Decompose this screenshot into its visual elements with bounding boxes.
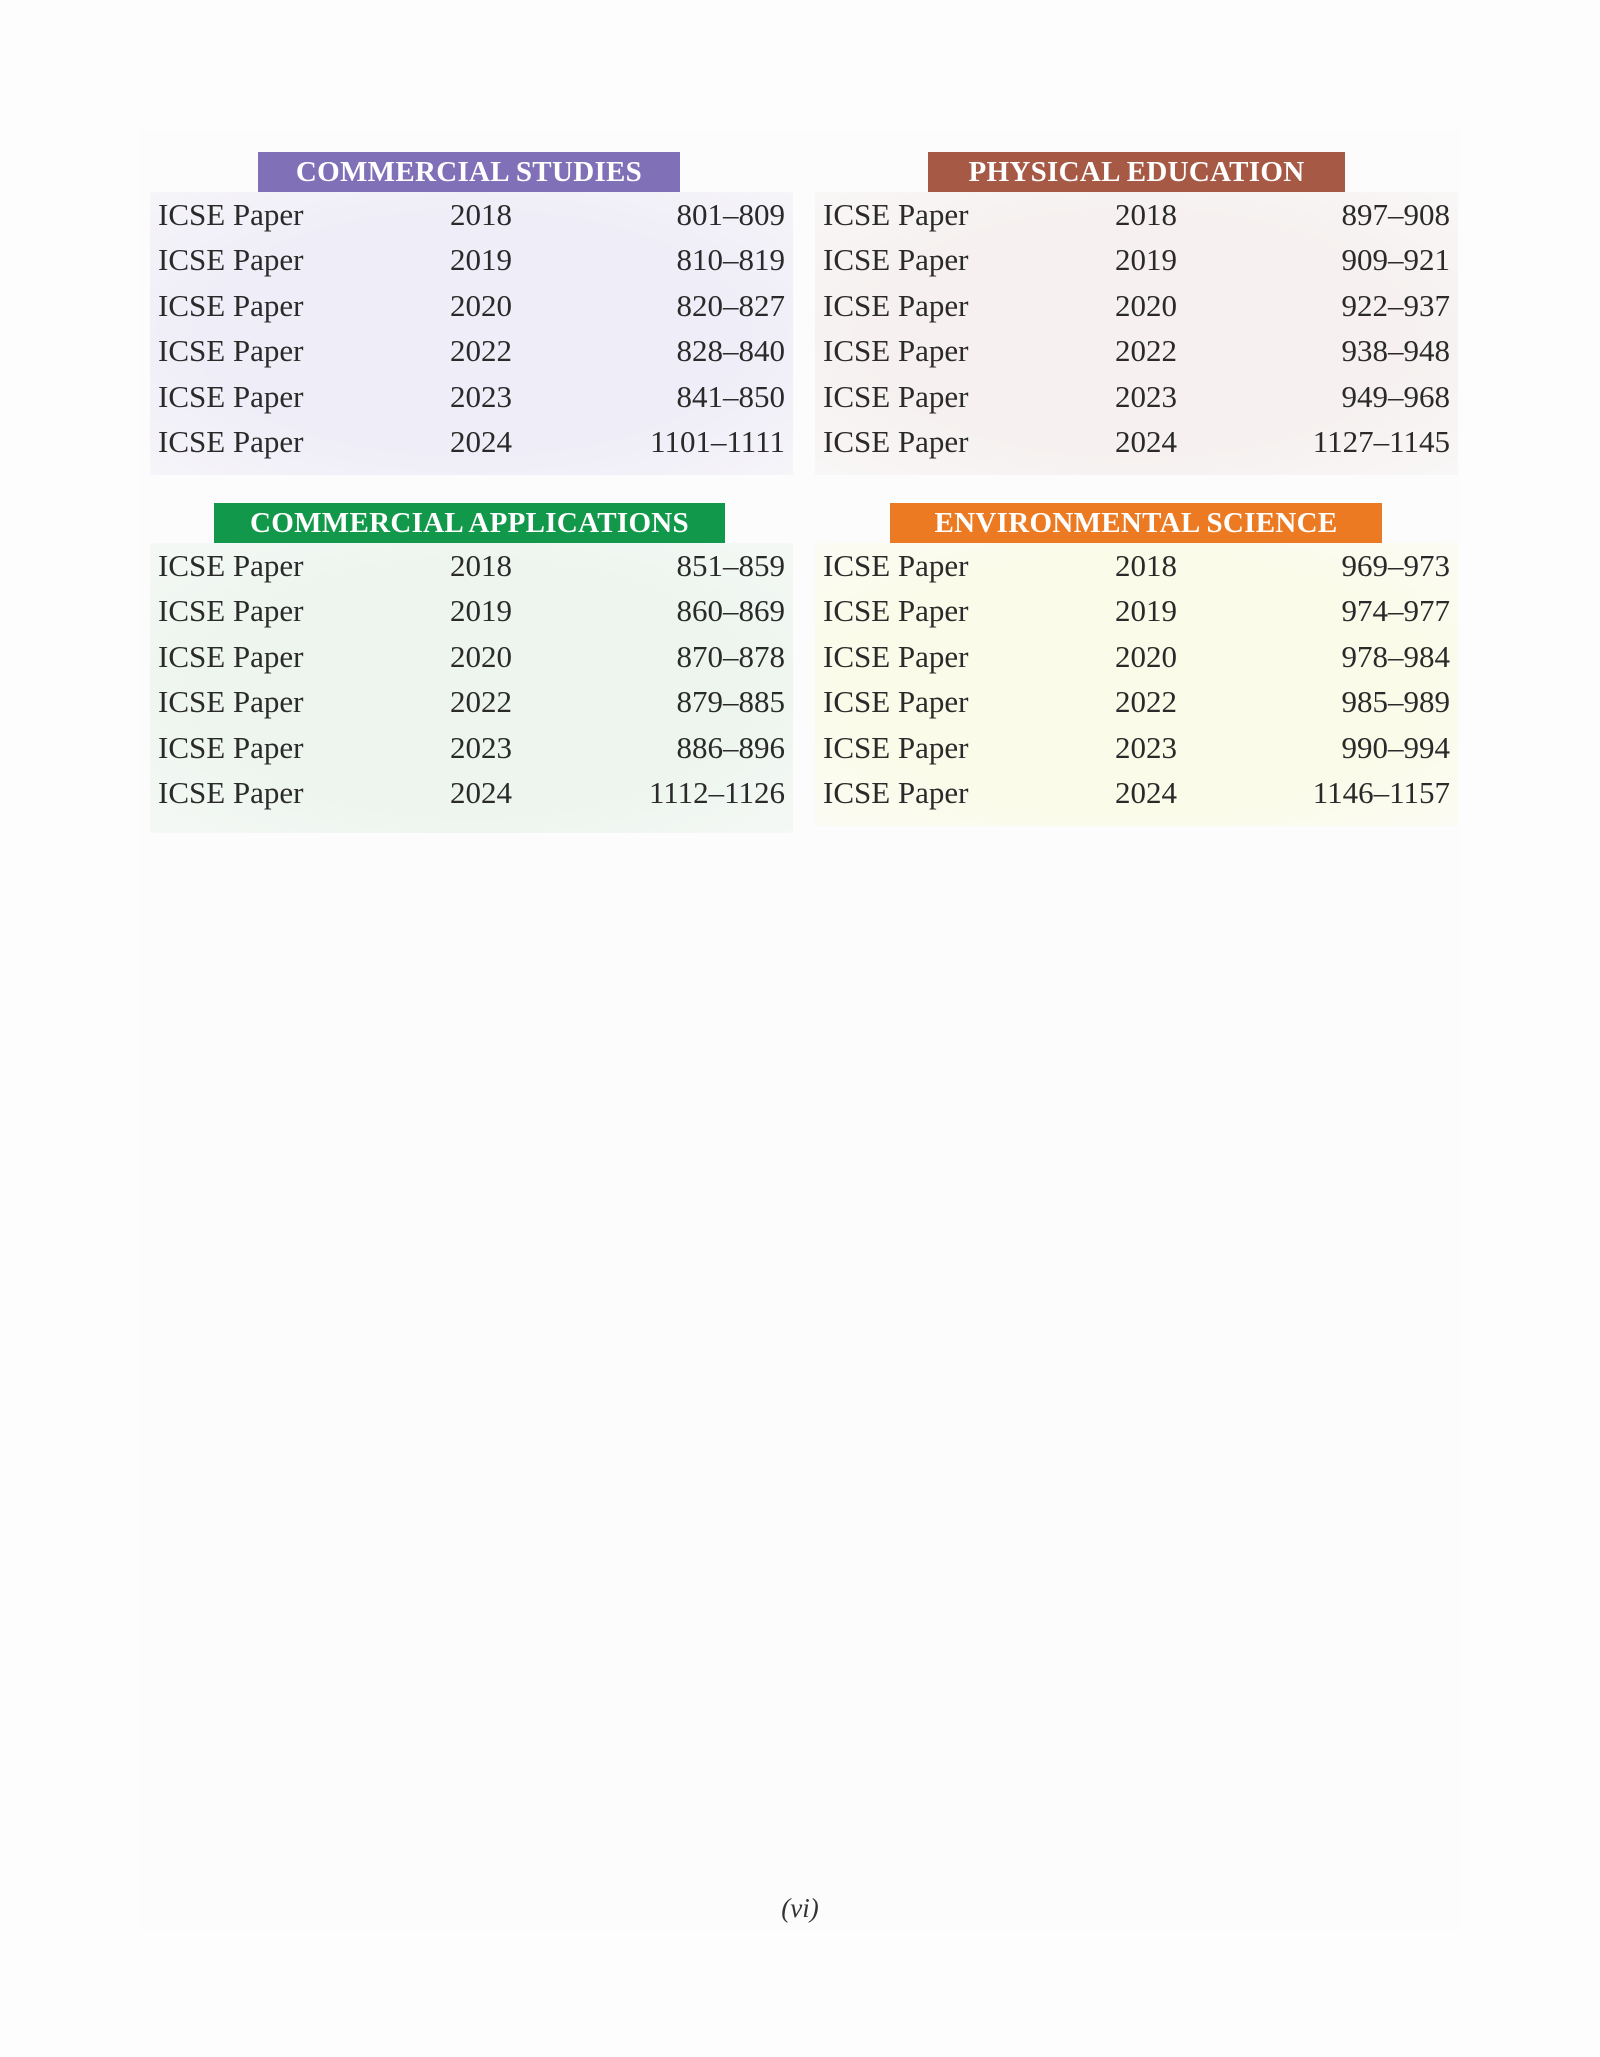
table-row [815,283,1458,328]
row-year: 2024 [450,423,512,459]
row-label: ICSE Paper [158,378,304,414]
row-label: ICSE Paper [158,287,304,323]
row-label: ICSE Paper [158,197,304,232]
row-year: 2020 [1115,287,1177,323]
row-pages: 978–984 [1341,638,1450,674]
row-label: ICSE Paper [823,684,969,720]
table-row [815,543,1458,588]
row-label: ICSE Paper [823,423,969,459]
section-table [815,192,1458,475]
row-pages: 801–809 [676,197,785,232]
row-year: 2023 [1115,729,1177,765]
row-pages: 1101–1111 [650,423,785,459]
row-pages: 1146–1157 [1312,774,1450,810]
row-label: ICSE Paper [823,287,969,323]
row-label: ICSE Paper [158,729,304,765]
row-year: 2019 [1115,242,1177,278]
table-row [815,374,1458,419]
row-pages: 974–977 [1341,593,1450,629]
table-row [150,237,793,282]
row-pages: 810–819 [676,242,785,278]
row-pages: 879–885 [676,684,785,720]
table-row [150,588,793,633]
row-pages: 990–994 [1341,729,1450,765]
table-row [150,770,793,815]
table-row [150,192,793,237]
row-year: 2020 [450,287,512,323]
row-label: ICSE Paper [158,242,304,278]
row-pages: 851–859 [676,548,785,583]
section-header: PHYSICAL EDUCATION [928,152,1345,192]
row-pages: 949–968 [1341,378,1450,414]
section-header: ENVIRONMENTAL SCIENCE [890,503,1382,543]
table-row [150,543,793,588]
table-row [150,419,793,464]
row-year: 2018 [1115,197,1177,232]
row-label: ICSE Paper [823,333,969,369]
row-pages: 1127–1145 [1312,423,1450,459]
row-year: 2018 [450,548,512,583]
section-table [815,543,1458,826]
row-pages: 969–973 [1341,548,1450,583]
table-row [815,770,1458,815]
table-row [815,237,1458,282]
section-table [150,192,793,475]
row-label: ICSE Paper [823,197,969,232]
row-year: 2024 [1115,774,1177,810]
row-year: 2022 [450,333,512,369]
row-year: 2018 [1115,548,1177,583]
row-year: 2023 [450,729,512,765]
row-label: ICSE Paper [158,333,304,369]
row-label: ICSE Paper [823,548,969,583]
row-pages: 886–896 [676,729,785,765]
row-pages: 870–878 [676,638,785,674]
table-row [150,679,793,724]
row-year: 2019 [1115,593,1177,629]
row-pages: 841–850 [676,378,785,414]
table-row [150,374,793,419]
row-year: 2019 [450,593,512,629]
row-label: ICSE Paper [823,593,969,629]
row-year: 2018 [450,197,512,232]
row-pages: 860–869 [676,593,785,629]
row-pages: 938–948 [1341,333,1450,369]
row-pages: 828–840 [676,333,785,369]
row-label: ICSE Paper [158,593,304,629]
row-pages: 820–827 [676,287,785,323]
row-year: 2022 [1115,333,1177,369]
table-row [815,419,1458,464]
row-label: ICSE Paper [823,242,969,278]
row-year: 2020 [450,638,512,674]
row-label: ICSE Paper [158,774,304,810]
row-year: 2022 [450,684,512,720]
row-year: 2024 [450,774,512,810]
table-row [150,283,793,328]
row-pages: 985–989 [1341,684,1450,720]
row-label: ICSE Paper [823,729,969,765]
page-number: (vi) [781,1893,819,1923]
row-label: ICSE Paper [823,378,969,414]
row-label: ICSE Paper [158,638,304,674]
row-year: 2024 [1115,423,1177,459]
row-pages: 909–921 [1341,242,1450,278]
row-label: ICSE Paper [823,774,969,810]
row-pages: 922–937 [1341,287,1450,323]
table-row [815,328,1458,373]
row-pages: 897–908 [1341,197,1450,232]
table-row [150,328,793,373]
row-year: 2022 [1115,684,1177,720]
section-table [150,543,793,833]
table-row [815,725,1458,770]
row-label: ICSE Paper [823,638,969,674]
section-header: COMMERCIAL STUDIES [258,152,680,192]
row-label: ICSE Paper [158,548,304,583]
table-row [815,192,1458,237]
row-year: 2023 [450,378,512,414]
row-label: ICSE Paper [158,423,304,459]
table-row [815,634,1458,679]
row-year: 2019 [450,242,512,278]
table-row [150,634,793,679]
row-label: ICSE Paper [158,684,304,720]
table-row [150,725,793,770]
table-row [815,679,1458,724]
table-row [815,588,1458,633]
row-year: 2020 [1115,638,1177,674]
row-year: 2023 [1115,378,1177,414]
row-pages: 1112–1126 [648,774,785,810]
section-header: COMMERCIAL APPLICATIONS [214,503,725,543]
